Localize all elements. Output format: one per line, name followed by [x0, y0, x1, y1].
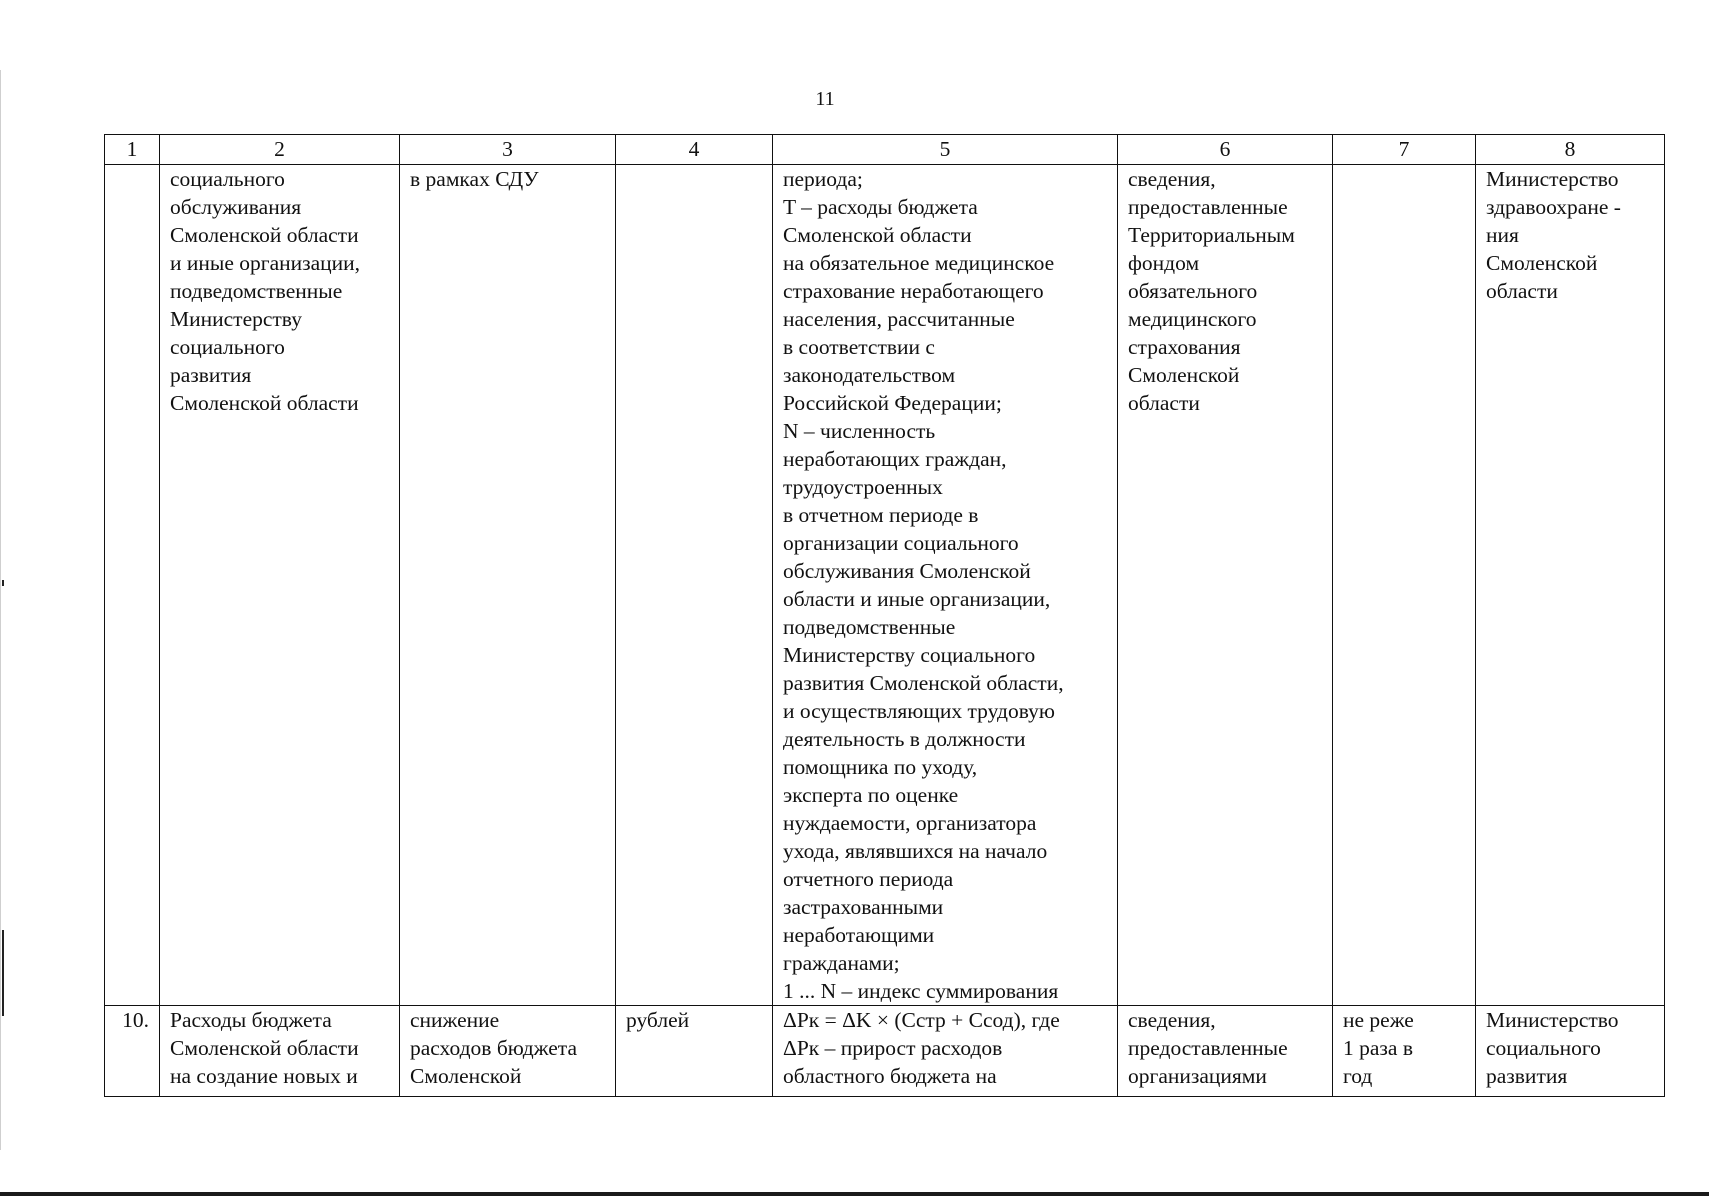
- scan-mark: [2, 580, 4, 586]
- cell-text-line: Российской Федерации;: [783, 391, 1002, 415]
- cell-text-line: и иные организации,: [170, 251, 361, 275]
- cell-text-line: на обязательное медицинское: [783, 251, 1055, 275]
- cell-text-line: фондом: [1128, 251, 1200, 275]
- cell-text-line: развития: [1486, 1064, 1568, 1088]
- cell-text-line: трудоустроенных: [783, 475, 943, 499]
- cell-text-line: Смоленской области: [170, 1036, 359, 1060]
- cell-text-line: области и иные организации,: [783, 587, 1051, 611]
- cell-text-line: развития Смоленской области,: [783, 671, 1064, 695]
- responsible-text: [1486, 1006, 1654, 1090]
- direction-text: [410, 1006, 605, 1090]
- cell-text-line: подведомственные: [783, 615, 956, 639]
- table-header-row: [105, 135, 1665, 165]
- cell-text-line: 10.: [122, 1008, 149, 1032]
- cell-text-line: Смоленской области: [170, 223, 359, 247]
- cell-text-line: областного бюджета на: [783, 1064, 997, 1088]
- table-row: [105, 165, 1665, 1006]
- cell-text-line: здравоохране -: [1486, 195, 1621, 219]
- cell-text-line: законодательством: [783, 363, 956, 387]
- method-cell: [773, 165, 1118, 1006]
- cell-text-line: ΔPк = ΔK × (Cстр + Cсод), где: [783, 1008, 1060, 1032]
- header-cell: 8: [1476, 135, 1665, 165]
- cell-text-line: организации социального: [783, 531, 1019, 555]
- unit-text: [626, 1006, 762, 1034]
- cell-text-line: помощника по уходу,: [783, 755, 978, 779]
- cell-text-line: T – расходы бюджета: [783, 195, 978, 219]
- cell-text-line: не реже: [1343, 1008, 1414, 1032]
- header-cell: 4: [616, 135, 773, 165]
- cell-text-line: Смоленской области: [170, 391, 359, 415]
- method-text: [783, 1006, 1107, 1090]
- scan-bottom-edge: [0, 1192, 1709, 1196]
- header-cell: 7: [1333, 135, 1476, 165]
- cell-text-line: 1 ... N – индекс суммирования: [783, 979, 1059, 1003]
- cell-text-line: медицинского: [1128, 307, 1257, 331]
- cell-text-line: обслуживания: [170, 195, 302, 219]
- cell-text-line: социального: [170, 167, 285, 191]
- cell-text-line: области: [1486, 279, 1558, 303]
- frequency-text: [1343, 1006, 1465, 1090]
- cell-text-line: ΔPк – прирост расходов: [783, 1036, 1003, 1060]
- cell-text-line: нуждаемости, организатора: [783, 811, 1037, 835]
- cell-text-line: неработающими: [783, 923, 935, 947]
- scan-left-edge: [0, 70, 1, 1150]
- method-cell: [773, 1006, 1118, 1097]
- indicator-cell: [160, 165, 400, 1006]
- cell-text-line: Территориальным: [1128, 223, 1295, 247]
- cell-text-line: Смоленской области: [783, 223, 972, 247]
- cell-text-line: отчетного периода: [783, 867, 954, 891]
- cell-text-line: Смоленской: [1486, 251, 1598, 275]
- header-cell: 6: [1118, 135, 1333, 165]
- cell-text-line: Смоленской: [410, 1064, 522, 1088]
- cell-text-line: гражданами;: [783, 951, 900, 975]
- cell-text-line: Министерство: [1486, 167, 1619, 191]
- unit-cell: [616, 165, 773, 1006]
- cell-text-line: расходов бюджета: [410, 1036, 577, 1060]
- cell-text-line: год: [1343, 1064, 1373, 1088]
- frequency-cell: [1333, 165, 1476, 1006]
- cell-text-line: неработающих граждан,: [783, 447, 1007, 471]
- cell-text-line: сведения,: [1128, 1008, 1216, 1032]
- cell-text-line: страхования: [1128, 335, 1241, 359]
- method-text: [783, 165, 1107, 1005]
- cell-text-line: в соответствии с: [783, 335, 935, 359]
- cell-text-line: обслуживания Смоленской: [783, 559, 1031, 583]
- source-cell: [1118, 1006, 1333, 1097]
- page-number: 11: [815, 88, 835, 110]
- cell-text-line: Смоленской: [1128, 363, 1240, 387]
- indicator-cell: [160, 1006, 400, 1097]
- scan-mark: [2, 930, 4, 1016]
- cell-text-line: обязательного: [1128, 279, 1258, 303]
- cell-text-line: социального: [170, 335, 285, 359]
- cell-text-line: страхование неработающего: [783, 279, 1044, 303]
- cell-text-line: Министерству социального: [783, 643, 1036, 667]
- cell-text-line: в отчетном периоде в: [783, 503, 979, 527]
- indicator-text: [170, 165, 389, 417]
- indicator-text: [170, 1006, 389, 1090]
- cell-text-line: предоставленные: [1128, 195, 1288, 219]
- header-cell: 3: [400, 135, 616, 165]
- cell-text-line: Министерство: [1486, 1008, 1619, 1032]
- cell-text-line: на создание новых и: [170, 1064, 358, 1088]
- cell-text-line: развития: [170, 363, 252, 387]
- cell-text-line: в рамках СДУ: [410, 167, 539, 191]
- cell-text-line: и осуществляющих трудовую: [783, 699, 1055, 723]
- cell-text-line: предоставленные: [1128, 1036, 1288, 1060]
- cell-text-line: эксперта по оценке: [783, 783, 959, 807]
- source-text: [1128, 1006, 1322, 1090]
- cell-text-line: населения, рассчитанные: [783, 307, 1015, 331]
- row-number: [115, 1006, 149, 1034]
- table-row: [105, 1006, 1665, 1097]
- direction-text: [410, 165, 605, 193]
- cell-text-line: N – численность: [783, 419, 936, 443]
- header-cell: 5: [773, 135, 1118, 165]
- row-number-cell: [105, 1006, 160, 1097]
- cell-text-line: сведения,: [1128, 167, 1216, 191]
- cell-text-line: снижение: [410, 1008, 500, 1032]
- responsible-cell: [1476, 165, 1665, 1006]
- responsible-cell: [1476, 1006, 1665, 1097]
- cell-text-line: ния: [1486, 223, 1519, 247]
- cell-text-line: организациями: [1128, 1064, 1267, 1088]
- cell-text-line: Министерству: [170, 307, 302, 331]
- cell-text-line: застрахованными: [783, 895, 944, 919]
- header-cell: 1: [105, 135, 160, 165]
- unit-cell: [616, 1006, 773, 1097]
- indicators-table: [104, 134, 1665, 1097]
- source-cell: [1118, 165, 1333, 1006]
- cell-text-line: деятельность в должности: [783, 727, 1026, 751]
- source-text: [1128, 165, 1322, 417]
- cell-text-line: 1 раза в: [1343, 1036, 1413, 1060]
- responsible-text: [1486, 165, 1654, 305]
- frequency-cell: [1333, 1006, 1476, 1097]
- cell-text-line: Расходы бюджета: [170, 1008, 332, 1032]
- direction-cell: [400, 1006, 616, 1097]
- cell-text-line: периода;: [783, 167, 863, 191]
- cell-text-line: ухода, являвшихся на начало: [783, 839, 1048, 863]
- cell-text-line: социального: [1486, 1036, 1601, 1060]
- direction-cell: [400, 165, 616, 1006]
- cell-text-line: подведомственные: [170, 279, 343, 303]
- header-cell: 2: [160, 135, 400, 165]
- cell-text-line: рублей: [626, 1008, 690, 1032]
- cell-text-line: области: [1128, 391, 1200, 415]
- row-number-cell: [105, 165, 160, 1006]
